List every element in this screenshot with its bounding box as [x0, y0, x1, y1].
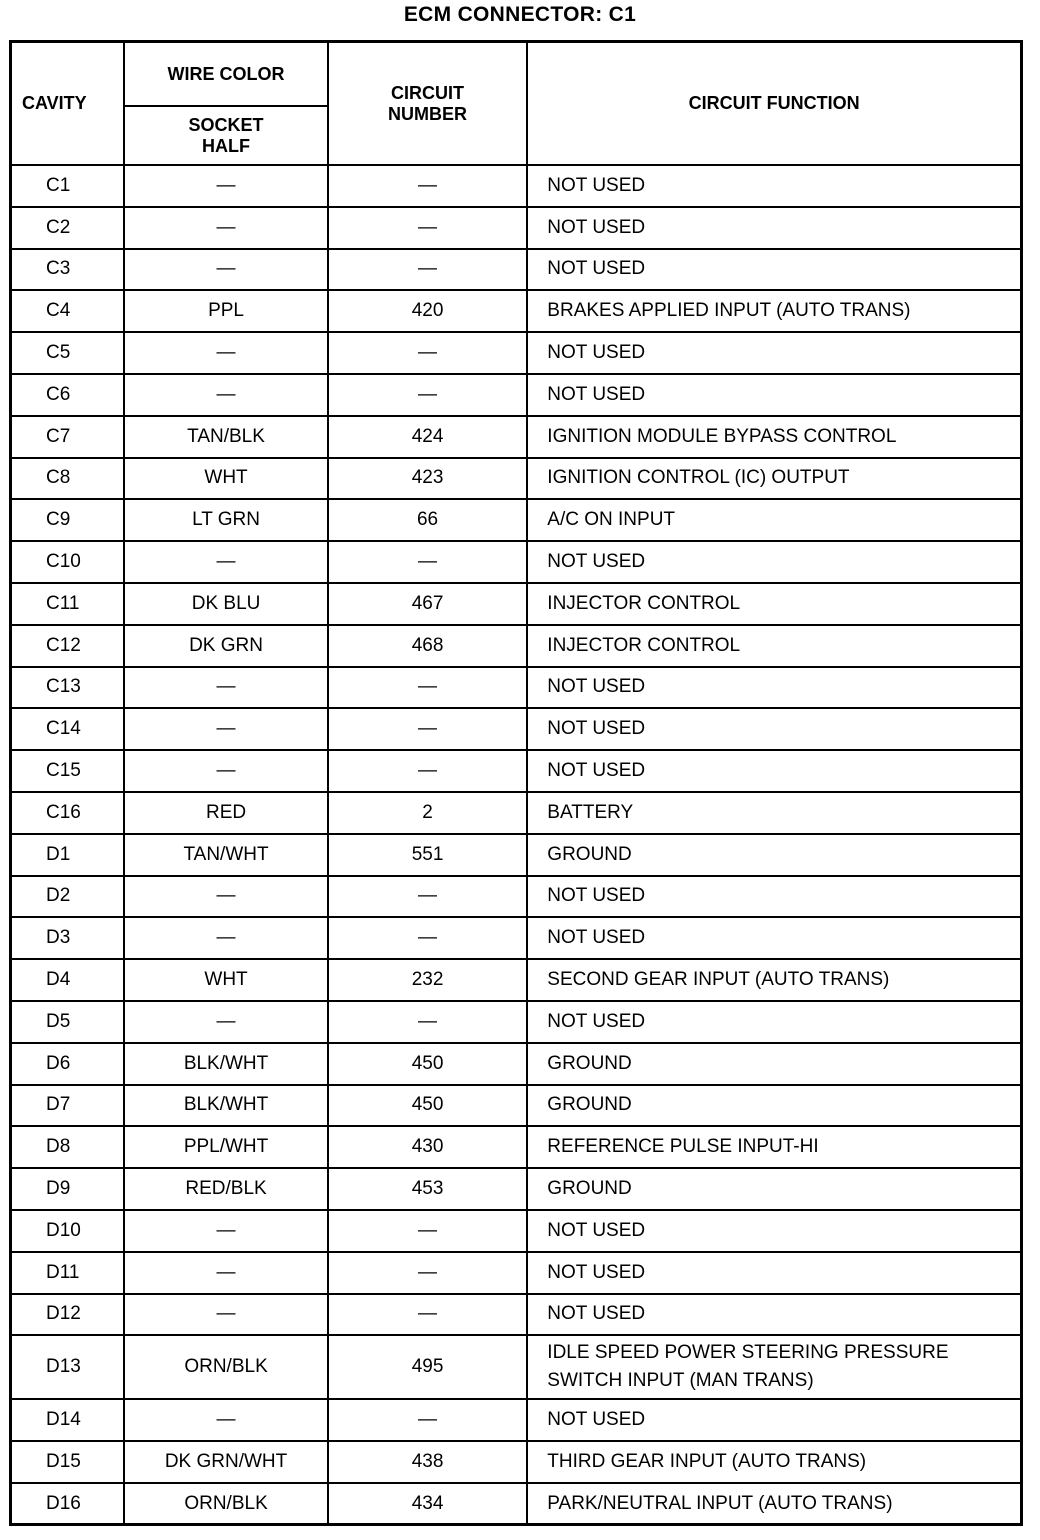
cell-circuit-number: —: [328, 917, 528, 959]
table-row: [11, 1399, 1022, 1441]
cell-wire-color: —: [124, 876, 327, 918]
cell-cavity: D5: [11, 1001, 125, 1043]
cell-circuit-number: —: [328, 332, 528, 374]
cell-circuit-function: NOT USED: [527, 917, 1021, 959]
table-row: [11, 1168, 1022, 1210]
cell-wire-color: —: [124, 1399, 327, 1441]
cell-circuit-function: IGNITION MODULE BYPASS CONTROL: [527, 416, 1021, 458]
cell-circuit-function: NOT USED: [527, 876, 1021, 918]
table-row: [11, 708, 1022, 750]
cell-circuit-function: GROUND: [527, 1085, 1021, 1127]
cell-wire-color: TAN/BLK: [124, 416, 327, 458]
cell-cavity: D6: [11, 1043, 125, 1085]
table-row: [11, 1294, 1022, 1336]
cell-cavity: C9: [11, 499, 125, 541]
cell-circuit-number: 450: [328, 1085, 528, 1127]
table-row: [11, 1210, 1022, 1252]
cell-wire-color: ORN/BLK: [124, 1483, 327, 1525]
cell-wire-color: TAN/WHT: [124, 834, 327, 876]
cell-circuit-number: —: [328, 165, 528, 207]
cell-cavity: C14: [11, 708, 125, 750]
cell-cavity: D7: [11, 1085, 125, 1127]
cell-circuit-number: 420: [328, 290, 528, 332]
cell-circuit-function: INJECTOR CONTROL: [527, 583, 1021, 625]
cell-circuit-function: NOT USED: [527, 374, 1021, 416]
cell-circuit-function: IGNITION CONTROL (IC) OUTPUT: [527, 458, 1021, 500]
cell-cavity: D2: [11, 876, 125, 918]
cell-cavity: C2: [11, 207, 125, 249]
cell-circuit-number: 468: [328, 625, 528, 667]
table-row: [11, 1126, 1022, 1168]
cell-wire-color: WHT: [124, 458, 327, 500]
cell-cavity: D12: [11, 1294, 125, 1336]
cell-circuit-function: REFERENCE PULSE INPUT-HI: [527, 1126, 1021, 1168]
cell-wire-color: —: [124, 708, 327, 750]
cell-circuit-number: 453: [328, 1168, 528, 1210]
table-row: [11, 1252, 1022, 1294]
table-row: [11, 667, 1022, 709]
cell-circuit-function: IDLE SPEED POWER STEERING PRESSURE SWITCH INPUT (MAN TRANS): [527, 1335, 1021, 1399]
cell-circuit-number: —: [328, 249, 528, 291]
cell-cavity: C12: [11, 625, 125, 667]
cell-wire-color: DK GRN: [124, 625, 327, 667]
table-row: [11, 499, 1022, 541]
cell-circuit-number: —: [328, 1399, 528, 1441]
cell-cavity: C7: [11, 416, 125, 458]
cell-circuit-number: 551: [328, 834, 528, 876]
table-row: [11, 1043, 1022, 1085]
cell-circuit-function: BRAKES APPLIED INPUT (AUTO TRANS): [527, 290, 1021, 332]
cell-circuit-number: 438: [328, 1441, 528, 1483]
cell-wire-color: WHT: [124, 959, 327, 1001]
table-row: [11, 1085, 1022, 1127]
cell-circuit-number: —: [328, 1252, 528, 1294]
cell-circuit-function: SECOND GEAR INPUT (AUTO TRANS): [527, 959, 1021, 1001]
cell-wire-color: —: [124, 1294, 327, 1336]
cell-circuit-number: 430: [328, 1126, 528, 1168]
cell-wire-color: RED: [124, 792, 327, 834]
cell-circuit-function: THIRD GEAR INPUT (AUTO TRANS): [527, 1441, 1021, 1483]
cell-cavity: D3: [11, 917, 125, 959]
cell-circuit-number: —: [328, 876, 528, 918]
cell-circuit-number: 2: [328, 792, 528, 834]
cell-circuit-function: INJECTOR CONTROL: [527, 625, 1021, 667]
cell-circuit-number: 450: [328, 1043, 528, 1085]
cell-circuit-function: NOT USED: [527, 1399, 1021, 1441]
header-socket-half-text: SOCKET HALF: [188, 114, 264, 156]
cell-circuit-function: GROUND: [527, 1043, 1021, 1085]
cell-wire-color: —: [124, 249, 327, 291]
cell-circuit-function: NOT USED: [527, 1001, 1021, 1043]
cell-circuit-function: A/C ON INPUT: [527, 499, 1021, 541]
cell-circuit-number: 434: [328, 1483, 528, 1525]
table-body: [11, 165, 1022, 1525]
header-socket-half: [124, 106, 327, 165]
cell-circuit-function: NOT USED: [527, 1294, 1021, 1336]
cell-circuit-number: 495: [328, 1335, 528, 1399]
cell-circuit-number: 66: [328, 499, 528, 541]
cell-circuit-number: —: [328, 1294, 528, 1336]
cell-wire-color: —: [124, 1001, 327, 1043]
cell-wire-color: DK BLU: [124, 583, 327, 625]
cell-cavity: D8: [11, 1126, 125, 1168]
table-row: [11, 165, 1022, 207]
cell-circuit-function: NOT USED: [527, 750, 1021, 792]
cell-wire-color: BLK/WHT: [124, 1043, 327, 1085]
cell-wire-color: —: [124, 917, 327, 959]
cell-wire-color: —: [124, 1210, 327, 1252]
cell-cavity: C1: [11, 165, 125, 207]
cell-cavity: C4: [11, 290, 125, 332]
cell-wire-color: —: [124, 374, 327, 416]
cell-wire-color: DK GRN/WHT: [124, 1441, 327, 1483]
cell-wire-color: —: [124, 750, 327, 792]
cell-cavity: C16: [11, 792, 125, 834]
cell-circuit-number: 467: [328, 583, 528, 625]
cell-circuit-function: NOT USED: [527, 1210, 1021, 1252]
cell-cavity: D11: [11, 1252, 125, 1294]
table-row: [11, 290, 1022, 332]
cell-circuit-function: NOT USED: [527, 708, 1021, 750]
cell-wire-color: BLK/WHT: [124, 1085, 327, 1127]
cell-circuit-function: GROUND: [527, 834, 1021, 876]
cell-circuit-function: PARK/NEUTRAL INPUT (AUTO TRANS): [527, 1483, 1021, 1525]
table-row: [11, 1335, 1022, 1399]
cell-cavity: C8: [11, 458, 125, 500]
cell-cavity: D15: [11, 1441, 125, 1483]
cell-circuit-function: NOT USED: [527, 541, 1021, 583]
cell-wire-color: RED/BLK: [124, 1168, 327, 1210]
header-circuit-function: CIRCUIT FUNCTION: [527, 42, 1021, 166]
cell-wire-color: —: [124, 667, 327, 709]
cell-cavity: D16: [11, 1483, 125, 1525]
cell-cavity: C11: [11, 583, 125, 625]
cell-wire-color: LT GRN: [124, 499, 327, 541]
cell-circuit-number: 424: [328, 416, 528, 458]
cell-cavity: C15: [11, 750, 125, 792]
table-row: [11, 207, 1022, 249]
cell-wire-color: ORN/BLK: [124, 1335, 327, 1399]
cell-circuit-number: —: [328, 1210, 528, 1252]
table-row: [11, 917, 1022, 959]
table-row: [11, 959, 1022, 1001]
cell-wire-color: —: [124, 1252, 327, 1294]
cell-cavity: C13: [11, 667, 125, 709]
table-row: [11, 834, 1022, 876]
cell-circuit-function: NOT USED: [527, 667, 1021, 709]
header-circuit-number-text: CIRCUIT NUMBER: [388, 82, 468, 124]
header-wire-color: WIRE COLOR: [124, 42, 327, 107]
cell-circuit-function: NOT USED: [527, 249, 1021, 291]
cell-cavity: C3: [11, 249, 125, 291]
cell-circuit-number: 232: [328, 959, 528, 1001]
cell-circuit-function: NOT USED: [527, 1252, 1021, 1294]
cell-cavity: D10: [11, 1210, 125, 1252]
cell-wire-color: PPL: [124, 290, 327, 332]
cell-circuit-number: —: [328, 1001, 528, 1043]
cell-wire-color: —: [124, 541, 327, 583]
cell-wire-color: PPL/WHT: [124, 1126, 327, 1168]
cell-circuit-function: NOT USED: [527, 165, 1021, 207]
table-row: [11, 458, 1022, 500]
table-row: [11, 625, 1022, 667]
table-row: [11, 249, 1022, 291]
cell-circuit-number: 423: [328, 458, 528, 500]
table-row: [11, 374, 1022, 416]
table-row: [11, 1441, 1022, 1483]
table-row: [11, 876, 1022, 918]
table-row: [11, 583, 1022, 625]
cell-cavity: D13: [11, 1335, 125, 1399]
cell-circuit-number: —: [328, 541, 528, 583]
cell-circuit-function: GROUND: [527, 1168, 1021, 1210]
cell-cavity: D9: [11, 1168, 125, 1210]
header-cavity: CAVITY: [11, 42, 125, 166]
cell-circuit-number: —: [328, 374, 528, 416]
table-row: [11, 1001, 1022, 1043]
cell-circuit-function: NOT USED: [527, 207, 1021, 249]
table-row: [11, 332, 1022, 374]
cell-circuit-function: BATTERY: [527, 792, 1021, 834]
cell-circuit-number: —: [328, 708, 528, 750]
cell-circuit-number: —: [328, 750, 528, 792]
table-row: [11, 792, 1022, 834]
table-row: [11, 1483, 1022, 1525]
cell-cavity: D4: [11, 959, 125, 1001]
connector-table: [9, 40, 1023, 1526]
cell-cavity: D1: [11, 834, 125, 876]
table-row: [11, 541, 1022, 583]
cell-circuit-number: —: [328, 667, 528, 709]
cell-wire-color: —: [124, 332, 327, 374]
cell-cavity: C5: [11, 332, 125, 374]
cell-circuit-number: —: [328, 207, 528, 249]
table-row: [11, 416, 1022, 458]
cell-circuit-function: NOT USED: [527, 332, 1021, 374]
header-circuit-number: [328, 42, 528, 166]
cell-cavity: C10: [11, 541, 125, 583]
cell-wire-color: —: [124, 165, 327, 207]
table-row: [11, 750, 1022, 792]
cell-wire-color: —: [124, 207, 327, 249]
cell-cavity: D14: [11, 1399, 125, 1441]
document-title: ECM CONNECTOR: C1: [403, 3, 637, 26]
cell-cavity: C6: [11, 374, 125, 416]
